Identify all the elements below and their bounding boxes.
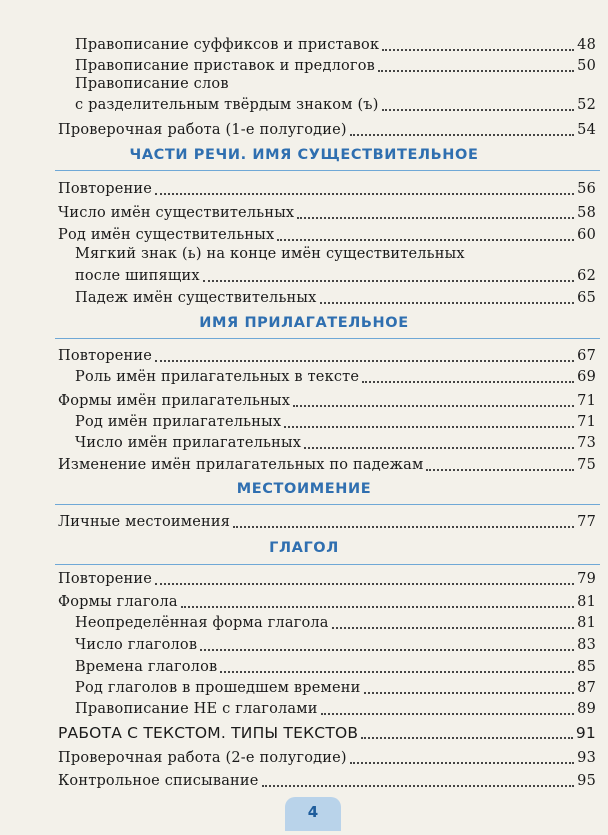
toc-entry-label: Личные местоимения xyxy=(58,514,231,530)
toc-entry-page: 65 xyxy=(577,290,596,306)
toc-entry-page: 77 xyxy=(577,514,596,530)
toc-entry-label: Род имён существительных xyxy=(58,227,275,243)
dot-leader xyxy=(382,95,575,111)
toc-entry xyxy=(75,263,596,285)
toc-entry xyxy=(58,222,596,244)
toc-entry xyxy=(75,675,596,697)
toc-entry-page: 81 xyxy=(577,594,596,610)
dot-leader xyxy=(284,412,574,428)
page-number-tab: 4 xyxy=(285,797,341,831)
toc-entry xyxy=(75,53,596,75)
dot-leader xyxy=(321,699,575,715)
toc-entry-label: с разделительным твёрдым знаком (ъ) xyxy=(75,97,379,113)
toc-entry-page: 71 xyxy=(577,414,596,430)
toc-entry xyxy=(75,654,596,676)
dot-leader xyxy=(200,635,574,651)
toc-entry-label: Неопределённая форма глагола xyxy=(75,615,329,631)
toc-entry-label: Род имён прилагательных xyxy=(75,414,282,430)
dot-leader xyxy=(293,391,574,407)
toc-entry-page: 83 xyxy=(577,637,596,653)
toc-entry xyxy=(58,176,596,198)
toc-entry-label: Изменение имён прилагательных по падежам xyxy=(58,457,424,473)
toc-entry-page: 48 xyxy=(577,37,596,53)
toc-entry xyxy=(58,117,596,139)
toc-entry xyxy=(75,32,596,54)
dot-leader xyxy=(155,179,574,195)
toc-entry xyxy=(58,589,596,611)
toc-entry-page: 52 xyxy=(577,97,596,113)
toc-entry xyxy=(75,92,596,114)
toc-entry-page: 81 xyxy=(577,615,596,631)
dot-leader xyxy=(350,120,574,136)
toc-entry-label: РАБОТА С ТЕКСТОМ. ТИПЫ ТЕКСТОВ xyxy=(58,724,359,742)
toc-entry xyxy=(58,509,596,531)
toc-entry-page: 56 xyxy=(577,181,596,197)
toc-entry-label: Мягкий знак (ь) на конце имён существительных xyxy=(75,246,465,262)
dot-leader xyxy=(277,225,574,241)
dot-leader xyxy=(320,288,575,304)
toc-entry-page: 54 xyxy=(577,122,596,138)
toc-entry-label: Проверочная работа (2-е полугодие) xyxy=(58,750,347,766)
dot-leader xyxy=(262,771,575,787)
toc-entry-label: Число имён существительных xyxy=(58,205,295,221)
dot-leader xyxy=(382,35,574,51)
section-heading: ЧАСТИ РЕЧИ. ИМЯ СУЩЕСТВИТЕЛЬНОЕ xyxy=(129,147,479,163)
toc-entry-label: Правописание слов xyxy=(75,76,229,92)
section-rule xyxy=(55,170,600,171)
dot-leader xyxy=(203,266,574,282)
dot-leader xyxy=(361,723,573,739)
toc-entry xyxy=(58,566,596,588)
dot-leader xyxy=(181,592,574,608)
toc-entry xyxy=(58,388,596,410)
section-heading: МЕСТОИМЕНИЕ xyxy=(236,481,372,497)
toc-entry-page: 75 xyxy=(577,457,596,473)
section-heading: ГЛАГОЛ xyxy=(269,540,339,556)
toc-entry xyxy=(75,430,596,452)
toc-entry-label: Формы имён прилагательных xyxy=(58,393,291,409)
toc-entry-label: Падеж имён существительных xyxy=(75,290,317,306)
toc-entry xyxy=(58,343,596,365)
toc-entry xyxy=(58,745,596,767)
toc-entry-label: Число имён прилагательных xyxy=(75,435,302,451)
toc-entry-page: 95 xyxy=(577,773,596,789)
dot-leader xyxy=(233,512,574,528)
toc-entry-page: 89 xyxy=(577,701,596,717)
dot-leader xyxy=(155,569,574,585)
toc-entry-page: 60 xyxy=(577,227,596,243)
toc-entry-page: 69 xyxy=(577,369,596,385)
toc-entry-label: Число глаголов xyxy=(75,637,198,653)
toc-entry-page: 85 xyxy=(577,659,596,675)
toc-entry-label: Повторение xyxy=(58,571,153,587)
toc-entry xyxy=(75,364,596,386)
toc-entry xyxy=(75,285,596,307)
toc-entry-label: Правописание НЕ с глаголами xyxy=(75,701,318,717)
dot-leader xyxy=(304,433,574,449)
dot-leader xyxy=(426,455,574,471)
toc-entry-page: 62 xyxy=(577,268,596,284)
toc-entry-label: Правописание суффиксов и приставок xyxy=(75,37,380,53)
dot-leader xyxy=(362,367,574,383)
toc-entry xyxy=(75,610,596,632)
toc-entry-page: 93 xyxy=(577,750,596,766)
toc-entry-label: Правописание приставок и предлогов xyxy=(75,58,376,74)
section-rule xyxy=(55,564,600,565)
toc-entry-page: 58 xyxy=(577,205,596,221)
toc-entry xyxy=(75,409,596,431)
section-heading: ИМЯ ПРИЛАГАТЕЛЬНОЕ xyxy=(199,315,409,331)
toc-entry xyxy=(58,200,596,222)
toc-entry-page: 79 xyxy=(577,571,596,587)
toc-entry-page: 87 xyxy=(577,680,596,696)
dot-leader xyxy=(332,613,574,629)
dot-leader xyxy=(350,748,574,764)
section-rule xyxy=(55,338,600,339)
dot-leader xyxy=(364,678,575,694)
dot-leader xyxy=(297,203,574,219)
toc-entry xyxy=(58,452,596,474)
toc-entry-label: Повторение xyxy=(58,181,153,197)
toc-entry xyxy=(58,720,596,742)
dot-leader xyxy=(378,56,574,72)
toc-entry-page: 91 xyxy=(575,724,596,742)
toc-entry-label: Контрольное списывание xyxy=(58,773,259,789)
toc-entry-page: 67 xyxy=(577,348,596,364)
toc-entry-page: 71 xyxy=(577,393,596,409)
toc-entry-label: Времена глаголов xyxy=(75,659,218,675)
toc-entry-label: после шипящих xyxy=(75,268,200,284)
toc-entry-label: Роль имён прилагательных в тексте xyxy=(75,369,360,385)
dot-leader xyxy=(155,346,574,362)
toc-entry xyxy=(58,768,596,790)
toc-entry-label: Формы глагола xyxy=(58,594,178,610)
toc-entry xyxy=(75,632,596,654)
toc-entry-page: 73 xyxy=(577,435,596,451)
toc-entry-label: Проверочная работа (1-е полугодие) xyxy=(58,122,347,138)
toc-entry-label: Род глаголов в прошедшем времени xyxy=(75,680,361,696)
dot-leader xyxy=(220,657,574,673)
toc-entry-label: Повторение xyxy=(58,348,153,364)
toc-entry xyxy=(75,696,596,718)
section-rule xyxy=(55,504,600,505)
toc-entry-page: 50 xyxy=(577,58,596,74)
